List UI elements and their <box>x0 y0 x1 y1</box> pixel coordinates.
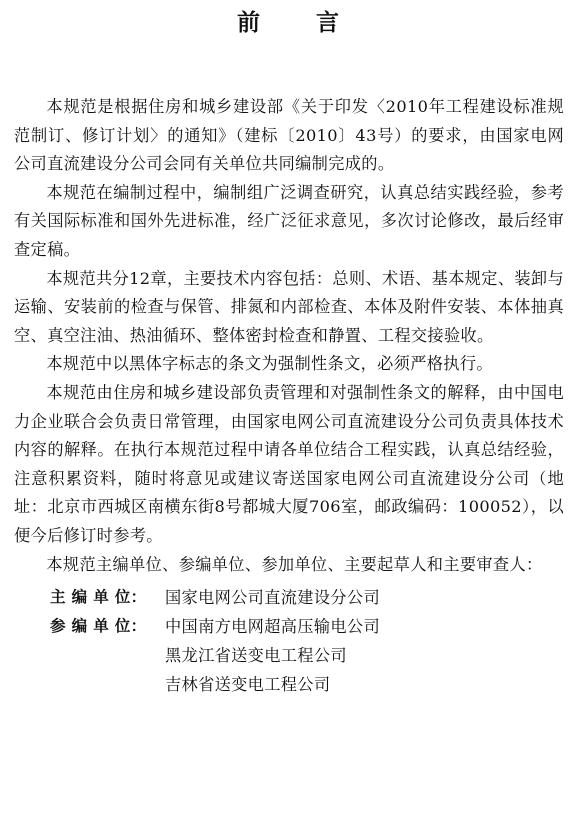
paragraph-process: 本规范在编制过程中，编制组广泛调查研究，认真总结实践经验，参考有关国际标准和国外先进标准，经广泛征求意见，多次讨论修改，最后经审查定稿。 <box>14 182 564 259</box>
participating-unit-row <box>14 612 564 699</box>
units-list <box>14 583 564 699</box>
chief-unit-name: 国家电网公司直流建设分公司 <box>165 588 380 608</box>
paragraph-mandatory: 本规范中以黑体字标志的条文为强制性条文，必须严格执行。 <box>46 354 493 374</box>
paragraph-management: 本规范由住房和城乡建设部负责管理和对强制性条文的解释，由中国电力企业联合会负责日常管理，由国家电网公司直流建设分公司负责具体技术内容的解释。在执行本规范过程中请各单位结合工程实践，认真总结经验，注意积累资料，随时将意见或建议寄送国家电网公司直流建设分公司（地址：北京市西城区南横东街8号都城大厦706室，邮政编码：100052），以便今后修订时参考。 <box>14 382 564 545</box>
participating-unit-name: 中国南方电网超高压输电公司 <box>165 617 380 637</box>
chief-unit-row <box>14 583 564 612</box>
participating-unit-label: 参 编 单 位： <box>50 617 147 636</box>
paragraph-basis: 本规范是根据住房和城乡建设部《关于印发〈2010年工程建设标准规范制订、修订计划〉的通知》（建标〔2010〕43号）的要求，由国家电网公司直流建设分公司会同有关单位共同编制完成的。 <box>14 97 564 174</box>
participating-unit-name: 吉林省送变电工程公司 <box>165 675 331 695</box>
chief-unit-label: 主 编 单 位： <box>50 588 147 607</box>
page-title: 前 言 <box>236 10 363 36</box>
participating-unit-name: 黑龙江省送变电工程公司 <box>165 646 347 666</box>
paragraph-units-intro: 本规范主编单位、参编单位、参加单位、主要起草人和主要审查人： <box>46 554 543 574</box>
paragraph-contents: 本规范共分12章，主要技术内容包括：总则、术语、基本规定、装卸与运输、安装前的检查与保管、排氮和内部检查、本体及附件安装、本体抽真空、真空注油、热油循环、整体密封检查和静置、工程交接验收。 <box>14 268 564 345</box>
document-body <box>14 93 564 699</box>
